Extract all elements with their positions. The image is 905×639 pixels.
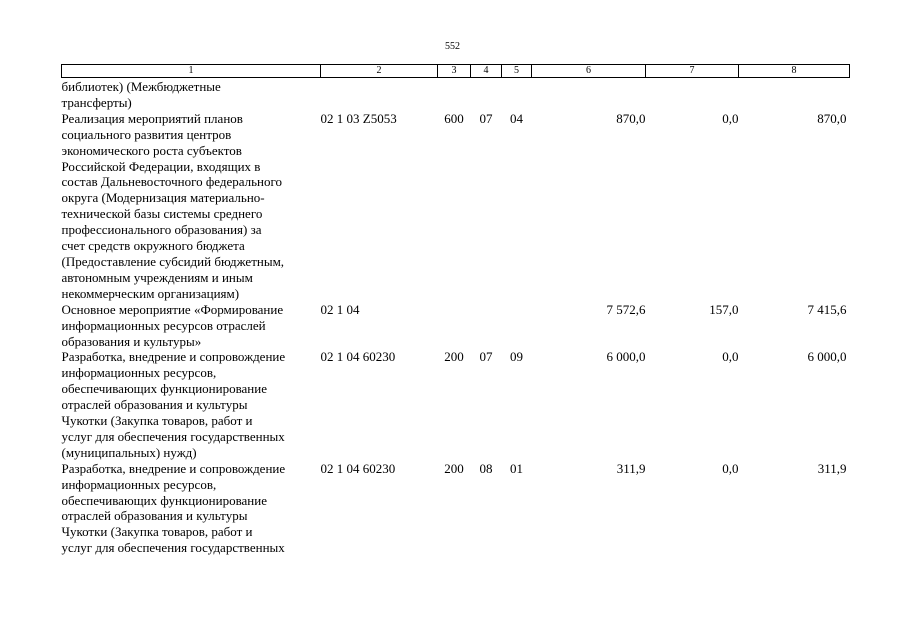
column-header: 1	[62, 65, 321, 78]
row-code: 02 1 03 Z5053	[320, 110, 397, 126]
row-vr: 200	[444, 460, 464, 476]
row-total: 7 572,6	[606, 301, 646, 317]
row-rz	[471, 78, 502, 111]
row-code: 02 1 04 60230	[320, 349, 396, 365]
row-vr: 600	[444, 110, 464, 126]
row-c8	[739, 78, 850, 111]
row-c7: 0,0	[722, 110, 739, 126]
row-total: 311,9	[616, 460, 646, 476]
column-header: 4	[471, 65, 502, 78]
table-row	[62, 302, 850, 350]
column-header: 2	[321, 65, 438, 78]
row-name: Основное мероприятие «Формирование информационных ресурсов отраслей образования и культуры»	[61, 301, 284, 349]
table-row	[62, 78, 850, 111]
table-row	[62, 461, 850, 556]
column-header: 5	[502, 65, 532, 78]
row-pr: 04	[510, 110, 523, 126]
row-total: 870,0	[616, 110, 646, 126]
column-header: 7	[646, 65, 739, 78]
row-code: 02 1 04 60230	[320, 460, 396, 476]
row-c7	[646, 78, 739, 111]
row-pr	[502, 78, 532, 111]
row-vr	[438, 302, 471, 350]
column-header: 3	[438, 65, 471, 78]
row-vr: 200	[444, 349, 464, 365]
row-total: 6 000,0	[606, 349, 646, 365]
row-name: библиотек) (Межбюджетные трансферты)	[61, 79, 221, 110]
table-row	[62, 349, 850, 460]
row-c8: 6 000,0	[807, 349, 847, 365]
row-vr	[438, 78, 471, 111]
row-pr	[502, 302, 532, 350]
row-c8: 311,9	[817, 460, 847, 476]
table-row	[62, 111, 850, 302]
page-number: 552	[445, 41, 460, 52]
column-header: 6	[532, 65, 646, 78]
table-header-row	[62, 65, 850, 78]
row-c8: 7 415,6	[807, 301, 847, 317]
row-code: 02 1 04	[320, 301, 360, 317]
row-name: Разработка, внедрение и сопровождение информационных ресурсов, обеспечивающих функционирование отраслей образования и культуры Чукотки (Закупка товаров, работ и услуг для обеспечения государственных (муниципальных) нужд)	[61, 349, 286, 460]
row-rz: 07	[479, 349, 493, 365]
row-code	[321, 78, 438, 111]
row-rz: 07	[479, 110, 493, 126]
row-rz: 08	[479, 460, 493, 476]
budget-table	[61, 64, 850, 556]
row-total	[532, 78, 646, 111]
row-pr: 09	[510, 349, 523, 365]
row-c8: 870,0	[817, 110, 847, 126]
row-rz	[471, 302, 502, 350]
row-pr: 01	[510, 460, 523, 476]
row-c7: 0,0	[722, 349, 739, 365]
row-c7: 157,0	[709, 301, 739, 317]
row-name: Реализация мероприятий планов социального развития центров экономического роста субъектов Российской Федерации, входящих в состав Дальневосточного федерального округа (Модернизация материально- технической базы системы среднего профессионального образования) за счет средств окружного бюджета (Предоставление субсидий бюджетным, автономным учреждениям и иным некоммерческим организациям)	[61, 110, 285, 301]
row-c7: 0,0	[722, 460, 739, 476]
column-header: 8	[739, 65, 850, 78]
row-name: Разработка, внедрение и сопровождение информационных ресурсов, обеспечивающих функционирование отраслей образования и культуры Чукотки (Закупка товаров, работ и услуг для обеспечения государственных	[61, 460, 286, 556]
